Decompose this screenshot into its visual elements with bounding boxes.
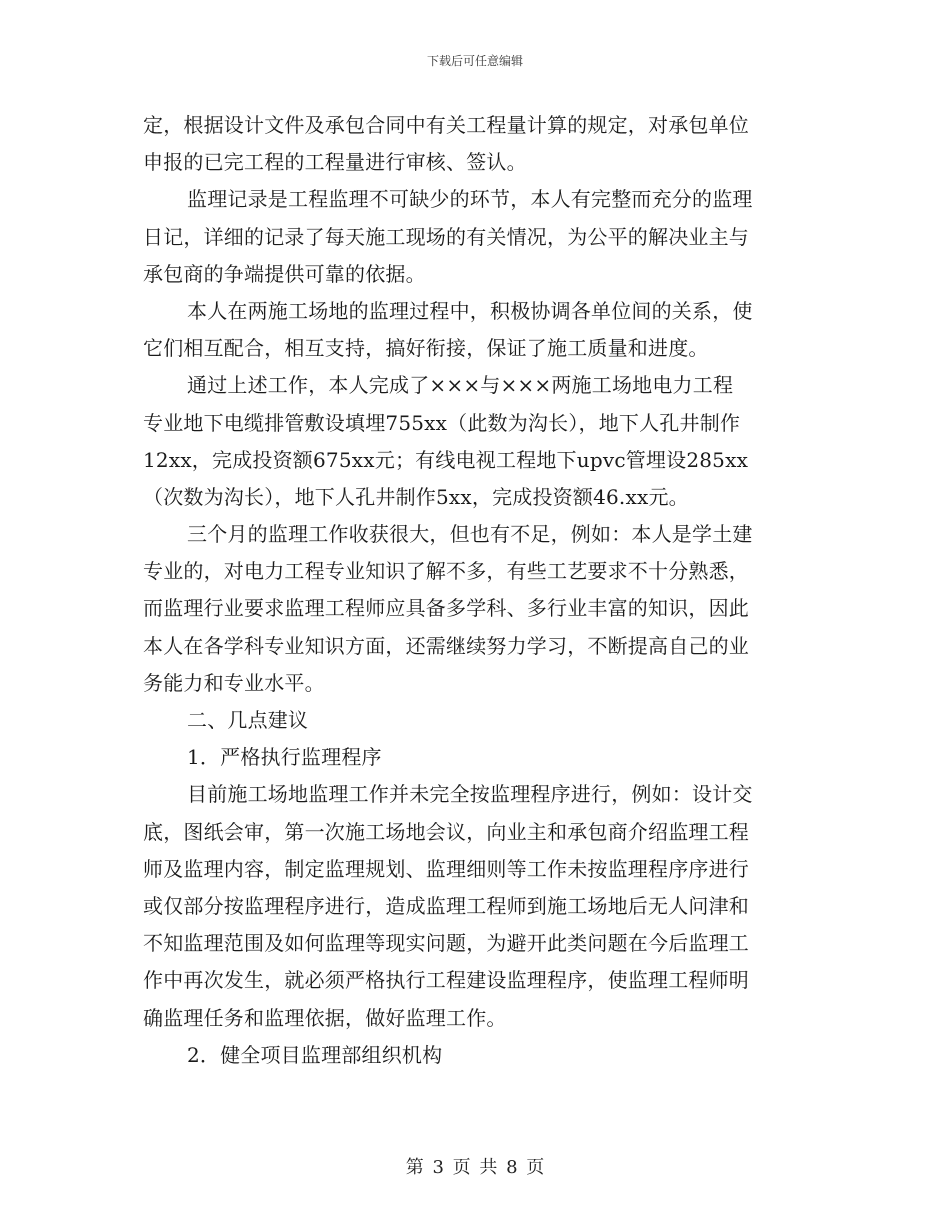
body-line: 日记，详细的记录了每天施工现场的有关情况，为公平的解决业主与 xyxy=(143,224,749,249)
page-header: 下载后可任意编辑 xyxy=(426,54,523,68)
body-line: 它们相互配合，相互支持，搞好衔接，保证了施工质量和进度。 xyxy=(143,336,709,361)
body-line: 通过上述工作，本人完成了×××与×××两施工场地电力工程 xyxy=(187,373,734,398)
body-line: 申报的已完工程的工程量进行审核、签认。 xyxy=(143,150,527,175)
body-line: 务能力和专业水平。 xyxy=(143,670,325,695)
body-line: 专业地下电缆排管敷设填埋755xx（此数为沟长），地下人孔井制作 xyxy=(143,410,741,435)
body-line: 12xx，完成投资额675xx元；有线电视工程地下upvc管埋设285xx xyxy=(143,447,749,472)
body-line: 不知监理范围及如何监理等现实问题，为避开此类问题在今后监理工 xyxy=(143,931,749,956)
body-line: （次数为沟长），地下人孔井制作5xx，完成投资额46.xx元。 xyxy=(143,484,689,509)
body-line: 专业的，对电力工程专业知识了解不多，有些工艺要求不十分熟悉， xyxy=(143,559,749,584)
body-line: 底，图纸会审，第一次施工场地会议，向业主和承包商介绍监理工程 xyxy=(143,819,749,844)
subsection-heading: 1．严格执行监理程序 xyxy=(187,745,382,770)
document-body xyxy=(143,107,803,1074)
body-line: 承包商的争端提供可靠的依据。 xyxy=(143,261,426,286)
subsection-heading: 2．健全项目监理部组织机构 xyxy=(187,1042,443,1067)
body-line: 确监理任务和监理依据，做好监理工作。 xyxy=(143,1005,507,1030)
body-line: 本人在两施工场地的监理过程中，积极协调各单位间的关系，使 xyxy=(187,298,753,323)
body-line: 三个月的监理工作收获很大，但也有不足，例如：本人是学土建 xyxy=(187,522,753,547)
body-line: 师及监理内容，制定监理规划、监理细则等工作未按监理程序序进行 xyxy=(143,856,749,881)
page-footer: 第 3 页 共 8 页 xyxy=(405,1157,545,1178)
section-heading: 二、几点建议 xyxy=(187,708,309,732)
body-line: 目前施工场地监理工作并未完全按监理程序进行，例如：设计交 xyxy=(187,782,753,807)
body-line: 作中再次发生，就必须严格执行工程建设监理程序，使监理工程师明 xyxy=(143,968,749,993)
body-line: 而监理行业要求监理工程师应具备多学科、多行业丰富的知识，因此 xyxy=(143,596,749,621)
body-line: 定，根据设计文件及承包合同中有关工程量计算的规定，对承包单位 xyxy=(143,113,749,137)
body-line: 本人在各学科专业知识方面，还需继续努力学习，不断提高自己的业 xyxy=(143,633,749,658)
body-line: 或仅部分按监理程序进行，造成监理工程师到施工场地后无人问津和 xyxy=(143,893,749,918)
body-line: 监理记录是工程监理不可缺少的环节，本人有完整而充分的监理 xyxy=(187,187,753,212)
